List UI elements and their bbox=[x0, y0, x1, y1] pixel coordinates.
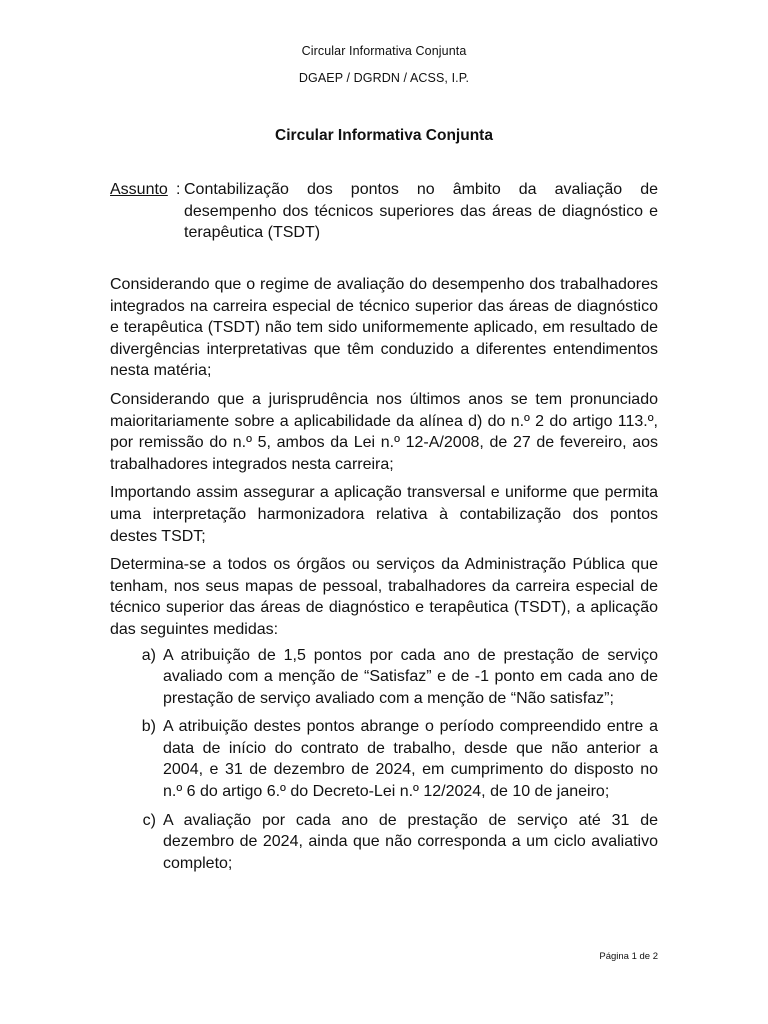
list-item-text: A avaliação por cada ano de prestação de serviço até 31 de dezembro de 2024, ainda que não corresponda a um ciclo avaliativo completo; bbox=[163, 811, 658, 872]
header-line-1: Circular Informativa Conjunta bbox=[301, 44, 467, 58]
paragraph: Determina-se a todos os órgãos ou serviços da Administração Pública que tenham, nos seus mapas de pessoal, trabalhadores da carreira especial de técnico superior das áreas de diagnóstico e terapêutica (TSDT), a aplicação das seguintes medidas: bbox=[110, 556, 658, 638]
list-item bbox=[110, 645, 658, 710]
list-item-text: A atribuição de 1,5 pontos por cada ano de prestação de serviço avaliado com a menção de “Satisfaz” e de -1 ponto em cada ano de prestação de serviço avaliado com a menção de “Não satisfaz”; bbox=[163, 646, 658, 707]
document-title: Circular Informativa Conjunta bbox=[275, 127, 493, 144]
header-line-2: DGAEP / DGRDN / ACSS, I.P. bbox=[298, 71, 470, 85]
paragraph: Considerando que o regime de avaliação do desempenho dos trabalhadores integrados na carreira especial de técnico superior das áreas de diagnóstico e terapêutica (TSDT) não tem sido uniformemente aplicado, em resultado de divergências interpretativas que têm conduzido a diferentes entendimentos nesta matéria; bbox=[110, 276, 658, 380]
page-number: Página 1 de 2 bbox=[599, 951, 658, 962]
list-item-text: A atribuição destes pontos abrange o período compreendido entre a data de início do contrato de trabalho, desde que não anterior a 2004, e 31 de dezembro de 2024, em cumprimento do disposto no n.º 6 do artigo 6.º do Decreto-Lei n.º 12/2024, de 10 de janeiro; bbox=[163, 718, 658, 801]
subject-colon: : bbox=[176, 181, 181, 198]
subject-text: Contabilização dos pontos no âmbito da avaliação de desempenho dos técnicos superiores das áreas de diagnóstico e terapêutica (TSDT) bbox=[184, 181, 658, 241]
document-body bbox=[110, 274, 658, 881]
paragraph: Considerando que a jurisprudência nos últimos anos se tem pronunciado maioritariamente sobre a aplicabilidade da alínea d) do n.º 2 do artigo 113.º, por remissão do n.º 5, ambos da Lei n.º 12-A/2008, de 27 de fevereiro, aos trabalhadores integrados nesta carreira; bbox=[110, 390, 658, 473]
subject-label: Assunto bbox=[110, 181, 168, 198]
paragraph: Importando assim assegurar a aplicação transversal e uniforme que permita uma interpretação harmonizadora relativa à contabilização dos pontos destes TSDT; bbox=[110, 484, 658, 545]
measures-list bbox=[110, 645, 658, 875]
subject-block bbox=[110, 179, 658, 244]
list-item bbox=[110, 810, 658, 875]
list-item-marker: c) bbox=[142, 811, 156, 829]
list-item-marker: b) bbox=[141, 718, 156, 736]
list-item-marker: a) bbox=[141, 646, 156, 664]
list-item bbox=[110, 716, 658, 802]
